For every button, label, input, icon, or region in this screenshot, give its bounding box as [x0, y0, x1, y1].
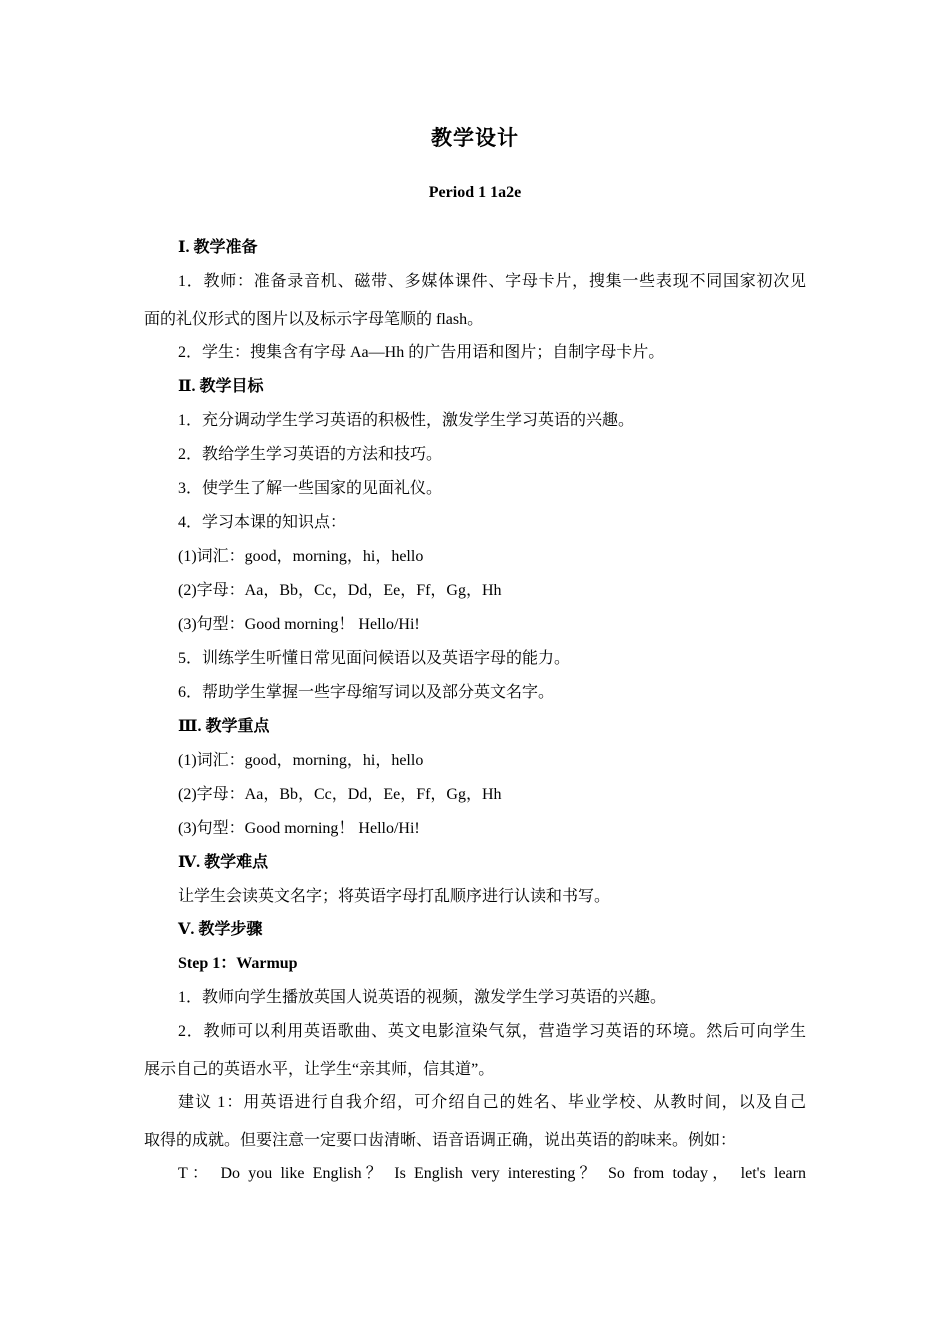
section-heading-objectives: Ⅱ. 教学目标: [178, 378, 264, 395]
list-item: 1．充分调动学生学习英语的积极性，激发学生学习英语的兴趣。: [178, 412, 635, 429]
page-title: 教学设计: [431, 126, 519, 150]
list-item: 5．训练学生听懂日常见面问候语以及英语字母的能力。: [178, 650, 571, 667]
list-item: (3)句型：Good morning！ Hello/Hi!: [178, 616, 420, 633]
step-heading: Step 1：Warmup: [178, 955, 298, 972]
paragraph-line: 展示自己的英语水平，让学生“亲其师，信其道”。: [144, 1061, 495, 1078]
paragraph-line: 建议 1：用英语进行自我介绍，可介绍自己的姓名、毕业学校、从教时间，以及自己: [178, 1094, 806, 1111]
paragraph-line: T： Do you like English？ Is English very interesting？ So from today， let's learn: [178, 1165, 806, 1182]
section-heading-preparation: Ⅰ. 教学准备: [178, 239, 258, 256]
section-heading-difficulties: Ⅳ. 教学难点: [178, 854, 269, 871]
section-heading-key-points: Ⅲ. 教学重点: [178, 718, 270, 735]
section-heading-steps: Ⅴ. 教学步骤: [178, 921, 263, 938]
list-item: 6．帮助学生掌握一些字母缩写词以及部分英文名字。: [178, 684, 555, 701]
list-item: (2)字母：Aa，Bb，Cc，Dd，Ee，Ff，Gg，Hh: [178, 786, 502, 803]
list-item: 2．教给学生学习英语的方法和技巧。: [178, 446, 443, 463]
list-item: (3)句型：Good morning！ Hello/Hi!: [178, 820, 420, 837]
paragraph-line: 让学生会读英文名字；将英语字母打乱顺序进行认读和书写。: [178, 888, 611, 905]
paragraph-line: 面的礼仪形式的图片以及标示字母笔顺的 flash。: [144, 311, 484, 328]
list-item: (1)词汇：good，morning，hi，hello: [178, 752, 424, 769]
period-subtitle: Period 1 1a2e: [428, 184, 522, 201]
paragraph-line: 2．教师可以利用英语歌曲、英文电影渲染气氛，营造学习英语的环境。然后可向学生: [178, 1023, 806, 1040]
list-item: 4．学习本课的知识点：: [178, 514, 347, 531]
list-item: (1)词汇：good，morning，hi，hello: [178, 548, 424, 565]
list-item: 3．使学生了解一些国家的见面礼仪。: [178, 480, 443, 497]
list-item: (2)字母：Aa，Bb，Cc，Dd，Ee，Ff，Gg，Hh: [178, 582, 502, 599]
list-item: 1．教师向学生播放英国人说英语的视频，激发学生学习英语的兴趣。: [178, 989, 667, 1006]
paragraph-line: 取得的成就。但要注意一定要口齿清晰、语音语调正确，说出英语的韵味来。例如：: [144, 1132, 737, 1149]
paragraph-line: 1．教师：准备录音机、磁带、多媒体课件、字母卡片，搜集一些表现不同国家初次见: [178, 273, 806, 290]
paragraph-line: 2．学生：搜集含有字母 Aa—Hh 的广告用语和图片；自制字母卡片。: [178, 344, 665, 361]
